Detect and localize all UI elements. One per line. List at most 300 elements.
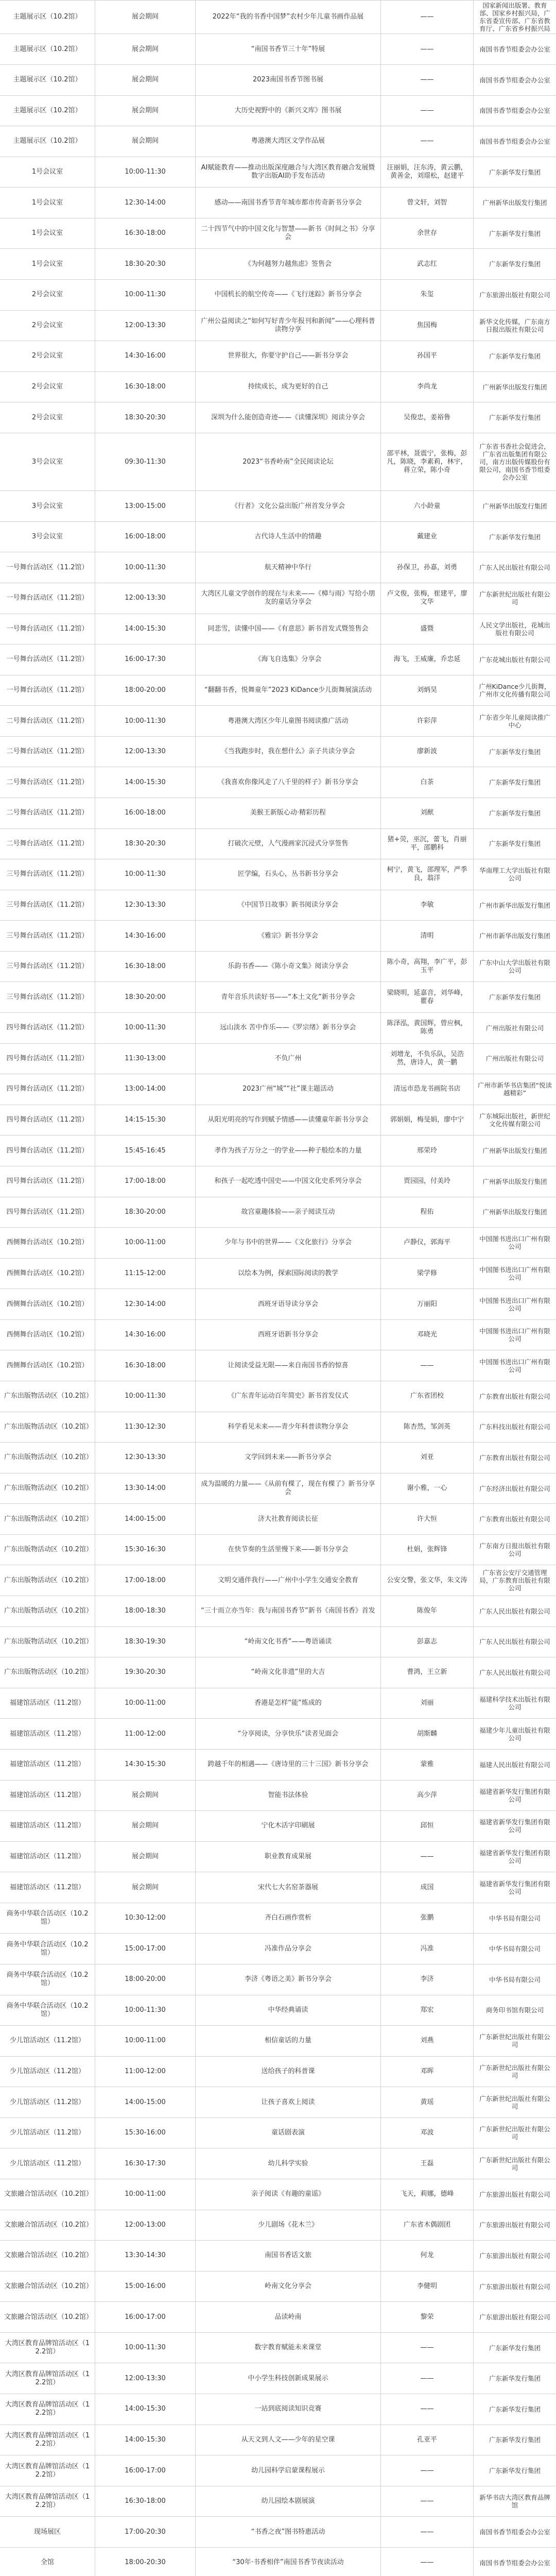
guests-cell: 郑宏 — [381, 1995, 474, 2026]
table-row — [0, 1842, 556, 1873]
event-cell: 感动——南国书香节青年城市都市传奇新书分享会 — [196, 188, 381, 218]
organizer-cell: 广州KiDance少儿街舞，广州市文化传播有限公司 — [479, 682, 551, 698]
time-cell: 10:00-11:30 — [95, 280, 196, 310]
event-cell: “南国书香节三十年”特展 — [196, 34, 381, 64]
guests-cell: 程佑 — [381, 1197, 474, 1228]
event-cell: 深圳为什么能创造奇迹——《读懂深圳》阅读分享会 — [196, 402, 381, 433]
place-cell: 四号舞台活动区（11.2馆） — [0, 1136, 95, 1166]
organizer-cell: 南国书香节组委会办公室 — [479, 45, 550, 54]
guests-cell: 朱玺 — [381, 280, 474, 310]
time-cell: 13:30-14:30 — [95, 2241, 196, 2271]
event-cell: 《为何越努力越焦虑》签售会 — [196, 249, 381, 279]
guests-cell: —— — [381, 2486, 474, 2517]
time-cell: 12:00-13:30 — [95, 2363, 196, 2394]
guests-cell: 王磊 — [381, 2148, 474, 2179]
organizer-cell: 华南理工大学出版社有限公司 — [479, 867, 550, 883]
place-cell: 四号舞台活动区（11.2馆） — [0, 1044, 95, 1074]
place-cell: 主题展示区（10.2馆） — [0, 1, 95, 33]
organizer-cell: 广东新世纪出版社有限公司 — [479, 2094, 550, 2110]
organizer-cell: 广东旅游出版社有限公司 — [479, 2221, 550, 2229]
organizer-cell: 广东经济出版社有限公司 — [479, 1484, 550, 1493]
organizer-cell: 广东教育出版社有限公司 — [479, 1453, 550, 1462]
place-cell: 文旅融合馆活动区（10.2馆） — [0, 2272, 95, 2302]
table-row — [0, 1596, 556, 1627]
place-cell: 少儿馆活动区（11.2馆） — [0, 2148, 95, 2179]
time-cell: 14:30-16:00 — [95, 1320, 196, 1350]
table-row — [0, 1627, 556, 1658]
table-row — [0, 1535, 556, 1566]
table-row — [0, 1074, 556, 1105]
organizer-cell: 广东新世纪出版社有限公司 — [479, 2125, 550, 2141]
guests-cell: 清远市恐龙书画院书店 — [381, 1074, 474, 1105]
guests-cell: 吴俊忠，姜裕鲁 — [381, 402, 474, 433]
time-cell: 15:30-16:00 — [95, 2118, 196, 2148]
organizer-cell: 广东新世纪出版社有限公司 — [479, 590, 550, 606]
table-row — [0, 1289, 556, 1320]
time-cell: 10:30-12:00 — [95, 1903, 196, 1934]
time-cell: 12:00-13:30 — [95, 737, 196, 767]
guests-cell: 陈杏然，邹剑英 — [381, 1412, 474, 1443]
event-cell: 岭南文化分享会 — [196, 2272, 381, 2302]
guests-cell: 冯准 — [381, 1934, 474, 1964]
time-cell: 12:30-13:30 — [95, 1443, 196, 1473]
table-row — [0, 1473, 556, 1504]
place-cell: 广东出版物活动区（10.2馆） — [0, 1627, 95, 1657]
organizer-cell: 中国图书进出口广州有限公司 — [479, 1358, 550, 1374]
organizer-cell: 广东新华发行集团 — [489, 809, 541, 817]
guests-cell: 梁学修 — [381, 1259, 474, 1289]
time-cell: 展会期间 — [95, 1781, 196, 1811]
place-cell: 四号舞台活动区（11.2馆） — [0, 1197, 95, 1228]
event-cell: 《雅宗》新书分享会 — [196, 921, 381, 951]
time-cell: 展会期间 — [95, 126, 196, 157]
organizer-cell: 福建省新华发行集团有限公司 — [479, 1818, 550, 1834]
guests-cell: 高少萍 — [381, 1781, 474, 1811]
time-cell: 17:00-20:30 — [95, 2517, 196, 2547]
time-cell: 19:30-20:30 — [95, 1657, 196, 1688]
place-cell: 广东出版物活动区（10.2馆） — [0, 1535, 95, 1565]
organizer-cell: 广东新华发行集团 — [489, 2375, 541, 2383]
guests-cell: —— — [381, 2548, 474, 2576]
event-cell: “分享阅读，分享快乐”读者见面会 — [196, 1719, 381, 1749]
guests-cell: —— — [381, 1842, 474, 1872]
place-cell: 三号舞台活动区（11.2馆） — [0, 982, 95, 1012]
guests-cell: 邵平林，聂震宁，张梅，彭凡，陈晓，李素莉，林宇，蒋立荣，陈小奇 — [381, 433, 474, 490]
event-cell: 《中国节日故事》新书阅读分享会 — [196, 890, 381, 921]
place-cell: 1号会议室 — [0, 188, 95, 218]
organizer-cell: 南国书香节组委会办公室 — [479, 107, 550, 115]
time-cell: 11:30-13:00 — [95, 1044, 196, 1074]
place-cell: 二号舞台活动区（11.2馆） — [0, 829, 95, 859]
organizer-cell: 广东省少年儿童阅读推广中心 — [479, 713, 550, 729]
organizer-cell: 广东新华发行集团 — [489, 2405, 541, 2413]
place-cell: 一号舞台活动区（11.2馆） — [0, 675, 95, 706]
organizer-cell: 广东旅游出版社有限公司 — [479, 2251, 550, 2260]
event-cell: 让孩子喜欢上阅读 — [196, 2087, 381, 2117]
place-cell: 商务中华联合活动区（10.2馆） — [0, 1964, 95, 1995]
event-cell: 故宫童趣体验——亲子阅读互动 — [196, 1197, 381, 1228]
guests-cell: 邢荣玲 — [381, 1136, 474, 1166]
event-cell: 冯准作品分享会 — [196, 1934, 381, 1964]
table-row — [0, 1166, 556, 1197]
guests-cell: —— — [381, 2394, 474, 2425]
place-cell: 主题展示区（10.2馆） — [0, 65, 95, 95]
table-row — [0, 311, 556, 342]
time-cell: 展会期间 — [95, 1811, 196, 1841]
time-cell: 展会期间 — [95, 1872, 196, 1903]
time-cell: 10:00-11:30 — [95, 706, 196, 736]
event-cell: 《广东青年运动百年简史》新书首发仪式 — [196, 1381, 381, 1412]
time-cell: 14:00-15:00 — [95, 1504, 196, 1534]
organizer-cell: 福建少年儿童出版社有限公司 — [479, 1726, 550, 1742]
place-cell: 二号舞台活动区（11.2馆） — [0, 798, 95, 828]
organizer-cell: 广州市新华出版发行集团 — [479, 932, 550, 940]
organizer-cell: 广东人民出版社有限公司 — [479, 564, 550, 572]
place-cell: 福建馆活动区（11.2馆） — [0, 1872, 95, 1903]
table-row — [0, 798, 556, 829]
organizer-cell: 南国书香节组委会办公室 — [479, 2528, 550, 2536]
organizer-cell: 广东人民出版社有限公司 — [479, 1638, 550, 1646]
event-cell: 宁化木活字印刷展 — [196, 1811, 381, 1841]
guests-cell: —— — [381, 1350, 474, 1381]
time-cell: 15:00-16:00 — [95, 2272, 196, 2302]
organizer-cell: 广东新华发行集团 — [489, 2467, 541, 2475]
place-cell: 广东出版物活动区（10.2馆） — [0, 1657, 95, 1688]
guests-cell: 梁晓明，延嘉音，刘华峰，瞿春 — [381, 982, 474, 1012]
time-cell: 18:30-20:30 — [95, 829, 196, 859]
event-cell: “岭南文化书香”——粤语诵读 — [196, 1627, 381, 1657]
organizer-cell: 中国图书进出口广州有限公司 — [479, 1296, 550, 1312]
guests-cell: —— — [381, 65, 474, 95]
guests-cell: —— — [381, 2363, 474, 2394]
event-cell: 少年与书中的世界——《文化旅行》分享会 — [196, 1228, 381, 1258]
time-cell: 18:00-20:30 — [95, 2548, 196, 2576]
event-cell: 《当我跑步时，我在想什么》亲子共读分享会 — [196, 737, 381, 767]
organizer-cell: 福建人民出版社有限公司 — [479, 1760, 550, 1769]
time-cell: 14:00-15:30 — [95, 2425, 196, 2455]
table-row — [0, 2210, 556, 2241]
guests-cell: 邓波 — [381, 2118, 474, 2148]
guests-cell: 胡斯麟 — [381, 1719, 474, 1749]
table-row — [0, 552, 556, 583]
table-row — [0, 2517, 556, 2548]
place-cell: 大湾区教育品牌馆活动区（12.2馆） — [0, 2455, 95, 2486]
time-cell: 12:30-14:00 — [95, 188, 196, 218]
event-cell: 职业教育成果展 — [196, 1842, 381, 1872]
table-row — [0, 34, 556, 65]
event-cell: 远山淡水 苦中作乐——《罗宗绪》新书分享会 — [196, 1013, 381, 1043]
table-row — [0, 1995, 556, 2026]
place-cell: 2号会议室 — [0, 372, 95, 402]
event-cell: 济大社教育阅读长征 — [196, 1504, 381, 1534]
guests-cell: 刘猷 — [381, 798, 474, 828]
place-cell: 大湾区教育品牌馆活动区（12.2馆） — [0, 2486, 95, 2517]
organizer-cell: 福建省新华发行集团有限公司 — [479, 1849, 550, 1865]
guests-cell: 李尚龙 — [381, 372, 474, 402]
time-cell: 18:30-20:30 — [95, 402, 196, 433]
event-cell: 和孩子一起吃透中国史——中国文化史系列分享会 — [196, 1166, 381, 1197]
table-row — [0, 1259, 556, 1290]
place-cell: 文旅融合馆活动区（10.2馆） — [0, 2241, 95, 2271]
organizer-cell: 南国书香节组委会办公室 — [479, 76, 550, 84]
place-cell: 少儿馆活动区（11.2馆） — [0, 2057, 95, 2087]
event-cell: 一站到底阅读知识竞赛 — [196, 2394, 381, 2425]
place-cell: 全馆 — [0, 2548, 95, 2576]
place-cell: 少儿馆活动区（11.2馆） — [0, 2118, 95, 2148]
time-cell: 09:30-11:30 — [95, 433, 196, 490]
table-row — [0, 706, 556, 737]
organizer-cell: 广东科技出版社有限公司 — [479, 1423, 550, 1431]
table-row — [0, 1750, 556, 1781]
time-cell: 14:00-15:30 — [95, 614, 196, 645]
table-row — [0, 1781, 556, 1811]
place-cell: 文旅融合馆活动区（10.2馆） — [0, 2179, 95, 2210]
table-row — [0, 341, 556, 372]
table-row — [0, 96, 556, 127]
place-cell: 商务中华联合活动区（10.2馆） — [0, 1995, 95, 2026]
organizer-cell: 广州新华出版发行集团 — [482, 1147, 547, 1155]
guests-cell: 郭娟娟，梅旻娟，廖中宁 — [381, 1105, 474, 1136]
event-cell: 文学回到未来——新书分享会 — [196, 1443, 381, 1473]
organizer-cell: 广东新世纪出版社有限公司 — [479, 2033, 550, 2049]
time-cell: 16:00-17:30 — [95, 645, 196, 675]
place-cell: 3号会议室 — [0, 491, 95, 521]
table-row — [0, 372, 556, 403]
table-row — [0, 491, 556, 522]
place-cell: 一号舞台活动区（11.2馆） — [0, 552, 95, 583]
table-row — [0, 2455, 556, 2486]
organizer-cell: 人民文学出版社，花城出版社有限公司 — [479, 621, 550, 637]
guests-cell: 谢小雅，一心 — [381, 1473, 474, 1504]
event-cell: 从天文到人文——少年的星空课 — [196, 2425, 381, 2455]
guests-cell: 刘燕 — [381, 2026, 474, 2056]
place-cell: 四号舞台活动区（11.2馆） — [0, 1105, 95, 1136]
place-cell: 大湾区教育品牌馆活动区（12.2馆） — [0, 2363, 95, 2394]
event-cell: 智能书法体验 — [196, 1781, 381, 1811]
organizer-cell: 广东中山大学出版社有限公司 — [479, 959, 550, 975]
place-cell: 西侧舞台活动区（10.2馆） — [0, 1350, 95, 1381]
time-cell: 13:30-14:00 — [95, 1473, 196, 1504]
event-cell: 持续成长，成为更好的自己 — [196, 372, 381, 402]
event-cell: 文明交通伴我行——广州中小学生交通安全教育 — [196, 1565, 381, 1596]
guests-cell: 廖新波 — [381, 737, 474, 767]
organizer-cell: 广东新华发行集团 — [489, 414, 541, 422]
organizer-cell: 广州新华出版发行集团 — [482, 383, 547, 391]
event-cell: 不负广州 — [196, 1044, 381, 1074]
event-cell: 在快节奏的生活里慢下来——新书分享会 — [196, 1535, 381, 1565]
guests-cell: 邓晖 — [381, 2057, 474, 2087]
time-cell: 18:30-20:00 — [95, 1197, 196, 1228]
event-cell: 乐韵书香——《陈小奇文集》阅读分享会 — [196, 952, 381, 982]
table-row — [0, 1044, 556, 1075]
guests-cell: 刘丽 — [381, 1688, 474, 1719]
table-row — [0, 921, 556, 952]
time-cell: 展会期间 — [95, 65, 196, 95]
time-cell: 10:00-11:30 — [95, 1995, 196, 2026]
organizer-cell: 中国图书进出口广州有限公司 — [479, 1327, 550, 1343]
table-row — [0, 1013, 556, 1044]
place-cell: 四号舞台活动区（11.2馆） — [0, 1074, 95, 1105]
event-cell: 品读岭南 — [196, 2302, 381, 2332]
event-cell: 孝作为孩子万分之一的学业——种子般绘本的力量 — [196, 1136, 381, 1166]
guests-cell: 陈小奇，高翔，李广平，彭玉平 — [381, 952, 474, 982]
guests-cell: 盛暨 — [381, 614, 474, 645]
organizer-cell: 福建省新华发行集团有限公司 — [479, 1787, 550, 1803]
table-row — [0, 433, 556, 491]
guests-cell: —— — [381, 1, 474, 33]
guests-cell: —— — [381, 2333, 474, 2363]
table-row — [0, 522, 556, 553]
table-row — [0, 614, 556, 645]
time-cell: 18:00-20:00 — [95, 1964, 196, 1995]
table-row — [0, 1350, 556, 1381]
table-row — [0, 583, 556, 614]
event-cell: 2023“书香岭南”全民阅读论坛 — [196, 433, 381, 490]
time-cell: 17:00-18:00 — [95, 1166, 196, 1197]
organizer-cell: 福建科学技术出版社有限公司 — [479, 1696, 550, 1711]
place-cell: 1号会议室 — [0, 157, 95, 188]
time-cell: 14:30-16:00 — [95, 921, 196, 951]
event-cell: 大历史视野中的《新兴文库》图书展 — [196, 96, 381, 126]
organizer-cell: 广东教育出版社有限公司 — [479, 1515, 550, 1523]
time-cell: 10:00-11:30 — [95, 859, 196, 890]
table-row — [0, 1, 556, 34]
organizer-cell: 广东新华发行集团 — [489, 533, 541, 541]
guests-cell: 刘亚 — [381, 1443, 474, 1473]
time-cell: 11:00-12:00 — [95, 2057, 196, 2087]
place-cell: 广东出版物活动区（10.2馆） — [0, 1504, 95, 1534]
time-cell: 10:00-11:00 — [95, 2179, 196, 2210]
place-cell: 商务中华联合活动区（10.2馆） — [0, 1903, 95, 1934]
time-cell: 16:00-17:00 — [95, 2455, 196, 2486]
event-cell: 《海飞自选集》分享会 — [196, 645, 381, 675]
table-row — [0, 1443, 556, 1473]
time-cell: 11:30-12:30 — [95, 1412, 196, 1443]
place-cell: 福建馆活动区（11.2馆） — [0, 1811, 95, 1841]
table-row — [0, 402, 556, 433]
table-row — [0, 737, 556, 768]
place-cell: 广东出版物活动区（10.2馆） — [0, 1412, 95, 1443]
place-cell: 三号舞台活动区（11.2馆） — [0, 859, 95, 890]
table-row — [0, 1412, 556, 1443]
event-cell: 少儿剧场《花木兰》 — [196, 2210, 381, 2241]
guests-cell: 刘炳昊 — [381, 675, 474, 706]
guests-cell: 广东省团校 — [381, 1381, 474, 1412]
event-cell: 匠学编，石头心，丛书新书分享会 — [196, 859, 381, 890]
time-cell: 12:30-13:30 — [95, 890, 196, 921]
place-cell: 一号舞台活动区（11.2馆） — [0, 614, 95, 645]
event-cell: 粤港澳大湾区文学作品展 — [196, 126, 381, 157]
organizer-cell: 广东城际出版社，新世纪文化传媒有限公司 — [479, 1112, 550, 1128]
organizer-cell: 中华书局有限公司 — [489, 1945, 541, 1953]
table-row — [0, 1964, 556, 1995]
time-cell: 展会期间 — [95, 96, 196, 126]
place-cell: 三号舞台活动区（11.2馆） — [0, 952, 95, 982]
event-cell: 西班牙语新书分享会 — [196, 1320, 381, 1350]
place-cell: 文旅融合馆活动区（10.2馆） — [0, 2302, 95, 2332]
guests-cell: 猪+荧，巫沉，蕾飞，肖丽平，邵鹏科 — [381, 829, 474, 859]
guests-cell: 贾园园，付美玲 — [381, 1166, 474, 1197]
guests-cell: 李济 — [381, 1964, 474, 1995]
organizer-cell: 广州新华出版发行集团 — [482, 1177, 547, 1185]
event-cell: 广州公益阅读之“如何写好青少年报刊和新闻”——心理科普读物分享 — [196, 311, 381, 341]
guests-cell: 卢静仪，郭海平 — [381, 1228, 474, 1258]
table-row — [0, 2179, 556, 2210]
guests-cell: 邓晓光 — [381, 1320, 474, 1350]
time-cell: 10:00-11:30 — [95, 552, 196, 583]
event-cell: 让阅读受益无限——来自南国书香的惊喜 — [196, 1350, 381, 1381]
place-cell: 福建馆活动区（11.2馆） — [0, 1719, 95, 1749]
event-cell: 美猴王新版心动·精彩历程 — [196, 798, 381, 828]
event-cell: 幼儿园绘本剧展演 — [196, 2486, 381, 2517]
event-cell: AI赋能教育——推动出版深度融合与大湾区教育融合发展暨数字出版AI助手发布活动 — [196, 157, 381, 188]
event-cell: 2022年“我的书香中国梦”农村少年儿童书画作品展 — [196, 1, 381, 33]
place-cell: 商务中华联合活动区（10.2馆） — [0, 1934, 95, 1964]
guests-cell: 蒙雅 — [381, 1750, 474, 1780]
time-cell: 18:30-20:00 — [95, 982, 196, 1012]
table-row — [0, 2302, 556, 2333]
organizer-cell: 广东省公安厅交通管理局，广东教育出版社有限公司 — [479, 1569, 550, 1592]
table-row — [0, 1657, 556, 1688]
organizer-cell: 广州新华出版发行集团 — [482, 502, 547, 510]
organizer-cell: 广东新华发行集团 — [489, 840, 541, 848]
guests-cell: 孙保卫，孙嘉，刘勇 — [381, 552, 474, 583]
guests-cell: 成国 — [381, 1872, 474, 1903]
time-cell: 16:00-18:00 — [95, 522, 196, 552]
time-cell: 13:00-14:00 — [95, 1074, 196, 1105]
place-cell: 3号会议室 — [0, 522, 95, 552]
table-row — [0, 2118, 556, 2149]
event-cell: 中小学生科技创新成果展示 — [196, 2363, 381, 2394]
table-row — [0, 2394, 556, 2425]
time-cell: 16:30-18:00 — [95, 1350, 196, 1381]
organizer-cell: 广东新华发行集团 — [489, 993, 541, 1002]
table-row — [0, 1688, 556, 1719]
time-cell: 10:00-11:30 — [95, 1381, 196, 1412]
guests-cell: 白茶 — [381, 767, 474, 798]
time-cell: 15:30-16:30 — [95, 1535, 196, 1565]
event-cell: “翻翻书香，悦舞童年”2023 KiDance少儿街舞展演活动 — [196, 675, 381, 706]
place-cell: 1号会议室 — [0, 249, 95, 279]
event-cell: 童话剧表演 — [196, 2118, 381, 2148]
place-cell: 一号舞台活动区（11.2馆） — [0, 645, 95, 675]
table-row — [0, 829, 556, 860]
organizer-cell: 南国书香节组委会办公室 — [479, 2558, 550, 2567]
table-row — [0, 1136, 556, 1166]
time-cell: 15:45-16:45 — [95, 1136, 196, 1166]
time-cell: 10:00-11:30 — [95, 1013, 196, 1043]
organizer-cell: 广州新华出版发行集团 — [482, 199, 547, 207]
table-row — [0, 280, 556, 311]
guests-cell: —— — [381, 96, 474, 126]
table-row — [0, 249, 556, 280]
event-cell: 世界很大，你要守护自己——新书分享会 — [196, 341, 381, 371]
organizer-cell: 广东新华发行集团 — [489, 229, 541, 238]
time-cell: 10:00-11:00 — [95, 2026, 196, 2056]
time-cell: 17:00-18:00 — [95, 1565, 196, 1596]
time-cell: 13:00-15:00 — [95, 491, 196, 521]
table-row — [0, 1320, 556, 1351]
guests-cell: 刘增龙，不负乐队，吴浩然，唐诗人，黄一鹏 — [381, 1044, 474, 1074]
place-cell: 四号舞台活动区（11.2馆） — [0, 1013, 95, 1043]
time-cell: 展会期间 — [95, 1, 196, 33]
time-cell: 15:00-17:00 — [95, 1934, 196, 1964]
place-cell: 广东出版物活动区（10.2馆） — [0, 1381, 95, 1412]
place-cell: 少儿馆活动区（11.2馆） — [0, 2087, 95, 2117]
place-cell: 1号会议室 — [0, 218, 95, 249]
organizer-cell: 广东人民出版社有限公司 — [479, 1668, 550, 1676]
guests-cell: 孔亚平 — [381, 2425, 474, 2455]
